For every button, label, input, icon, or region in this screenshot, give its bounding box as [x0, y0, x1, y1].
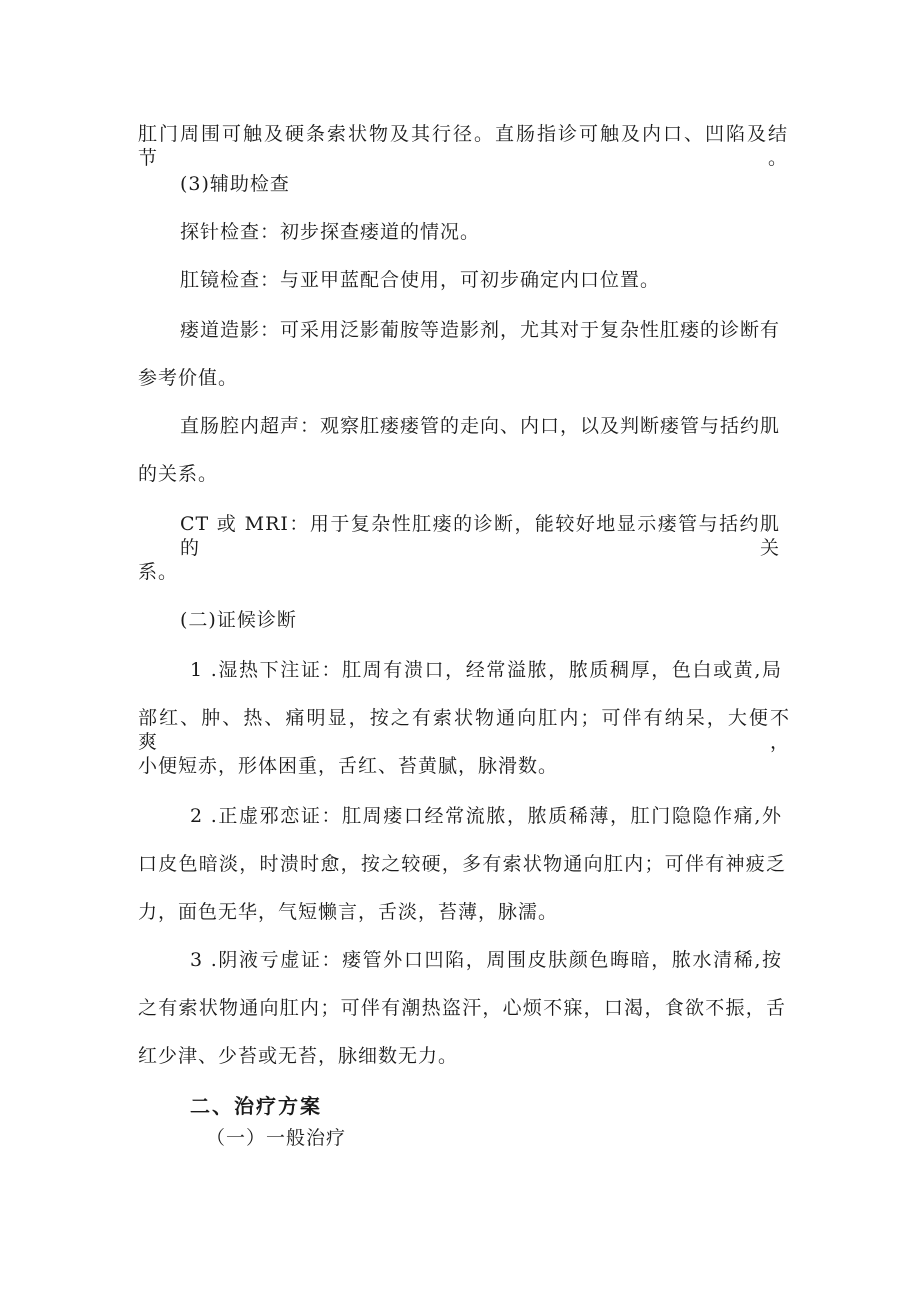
paragraph-line: 部红、肿、热、痛明显，按之有索状物通向肛内；可伴有纳呆，大便不爽， — [138, 707, 790, 753]
paragraph-line: 1 .湿热下注证：肛周有溃口，经常溢脓，脓质稠厚，色白或黄,局 — [190, 659, 782, 681]
paragraph-line: 瘘道造影：可采用泛影葡胺等造影剂，尤其对于复杂性肛瘘的诊断有 — [180, 319, 781, 341]
paragraph-line: 探针检查：初步探查瘘道的情况。 — [180, 221, 481, 243]
paragraph-line: 的关系。 — [138, 463, 219, 485]
section-heading-treatment: 二、治疗方案 — [190, 1094, 322, 1118]
paragraph-line: 系。 — [138, 561, 179, 583]
paragraph-line: 口皮色暗淡，时溃时愈，按之较硬，多有索状物通向肛内；可伴有神疲乏 — [138, 853, 786, 875]
paragraph-line: 之有索状物通向肛内；可伴有潮热盗汗，心烦不寐，口渴，食欲不振，舌 — [138, 997, 786, 1019]
paragraph-line: 肛镜检查：与亚甲蓝配合使用，可初步确定内口位置。 — [180, 269, 661, 291]
section-title-syndrome: (二)证候诊断 — [180, 609, 297, 631]
paragraph-line: 2 .正虚邪恋证：肛周瘘口经常流脓，脓质稀薄，肛门隐隐作痛,外 — [190, 805, 782, 827]
paragraph-line: 力，面色无华，气短懒言，舌淡，苔薄，脉濡。 — [138, 901, 559, 923]
paragraph-line: 3 .阴液亏虚证：瘘管外口凹陷，周围皮肤颜色晦暗，脓水清稀,按 — [190, 949, 782, 971]
paragraph-line: CT 或 MRI：用于复杂性肛瘘的诊断，能较好地显示瘘管与括约肌的关 — [180, 513, 780, 559]
section-title-aux-exam: (3)辅助检查 — [180, 173, 290, 195]
paragraph-line: 直肠腔内超声：观察肛瘘瘘管的走向、内口，以及判断瘘管与括约肌 — [180, 415, 781, 437]
paragraph-line: 参考价值。 — [138, 367, 239, 389]
paragraph-line: 小便短赤，形体困重，舌红、苔黄腻，脉滑数。 — [138, 755, 559, 777]
subsection-title-general-treatment: （一）一般治疗 — [206, 1127, 347, 1149]
paragraph-line: 红少津、少苔或无苔，脉细数无力。 — [138, 1045, 459, 1067]
paragraph-line: 肛门周围可触及硬条索状物及其行径。直肠指诊可触及内口、凹陷及结节。 — [138, 123, 788, 169]
